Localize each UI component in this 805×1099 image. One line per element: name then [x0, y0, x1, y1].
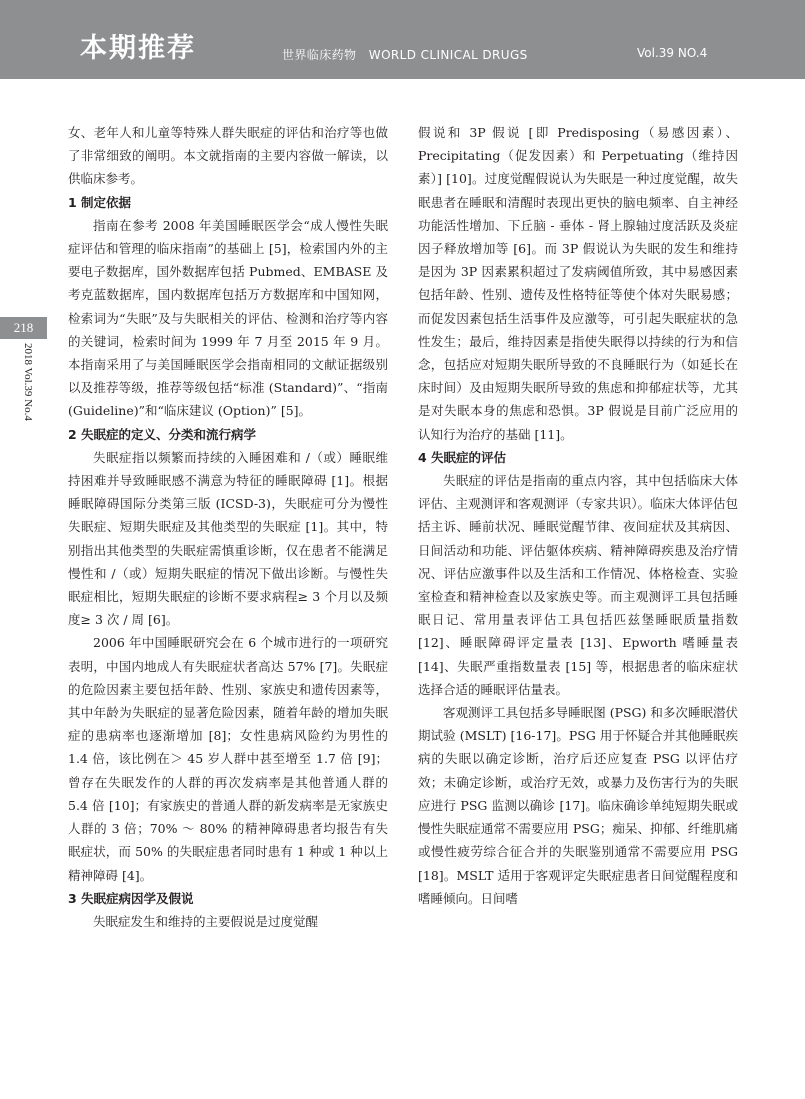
section-title: 本期推荐	[80, 33, 196, 64]
header-banner	[0, 0, 805, 79]
journal-name: 世界临床药物 WORLD CLINICAL DRUGS	[282, 48, 528, 62]
issue-label: Vol.39 NO.4	[637, 46, 708, 60]
section-heading: 3 失眠症病因学及假说	[68, 890, 194, 906]
side-issue-info: 2018 Vol.39 No.4	[22, 343, 34, 421]
page-number: 218	[0, 317, 47, 339]
paragraph: 失眠症发生和维持的主要假说是过度觉醒	[93, 913, 319, 929]
section-heading: 2 失眠症的定义、分类和流行病学	[68, 426, 257, 442]
paragraph: 指南在参考 2008 年美国睡眠医学会“成人慢性失眠症评估和管理的临床指南”的基础上 [5]，检索国内外的主要电子数据库，国外数据库包括 Pubmed、EMBASE 及考克蓝数据库，国内数据库包括万方数据库和中国知网，检索词为“失眠”及与失眠相关的评估、检测和治疗等内容的关键词，检索时间为 1999 年 7 月至 2015 年 9 月。本指南采用了与美国睡眠医学会指南相同的文献证据级别以及推荐等级，推荐等级包括“标准 (Standard)”、“指南 (Guideline)”和“临床建议 (Option)” [5]。	[68, 217, 388, 419]
paragraph: 失眠症指以频繁而持续的入睡困难和 /（或）睡眠维持困难并导致睡眠感不满意为特征的睡眠障碍 [1]。根据睡眠障碍国际分类第三版 (ICSD-3)，失眠症可分为慢性失眠症、短期失眠症及其他类型的失眠症 [1]。其中，特别指出其他类型的失眠症需慎重诊断，仅在患者不能满足慢性和 /（或）短期失眠症的情况下做出诊断。与慢性失眠症相比，短期失眠症的诊断不要求病程≥ 3 个月以及频度≥ 3 次 / 周 [6]。	[68, 449, 388, 628]
paragraph: 女、老年人和儿童等特殊人群失眠症的评估和治疗等也做了非常细致的阐明。本文就指南的主要内容做一解读，以供临床参考。	[68, 125, 388, 187]
paragraph: 假说和 3P 假说 [即 Predisposing（易感因素）、Precipitating（促发因素）和 Perpetuating（维持因素）] [10]。过度觉醒假说认为失眠是一种过度觉醒，故失眠患者在睡眠和清醒时表现出更快的脑电频率、自主神经功能活性增加、下丘脑 - 垂体 - 肾上腺轴过度活跃及炎症因子释放增加等 [6]。而 3P 假说认为失眠的发生和维持是因为 3P 因素累积超过了发病阈值所致，其中易感因素包括年龄、性别、遗传及性格特征等使个体对失眠易感；而促发因素包括生活事件及应激等，可引起失眠症状的急性发生；最后，维持因素是指使失眠得以持续的行为和信念，包括应对短期失眠所导致的不良睡眠行为（如延长在床时间）及由短期失眠所导致的焦虑和抑郁症状等，尤其是对失眠本身的焦虑和恐惧。3P 假说是目前广泛应用的认知行为治疗的基础 [11]。	[418, 125, 738, 442]
paragraph: 客观测评工具包括多导睡眠图 (PSG) 和多次睡眠潜伏期试验 (MSLT) [16-17]。PSG 用于怀疑合并其他睡眠疾病的失眠以确定诊断，治疗后还应复查 PSG 以评估疗效；未确定诊断，或治疗无效，或暴力及伤害行为的失眠应进行 PSG 监测以确诊 [17]。临床确诊单纯短期失眠或慢性失眠症通常不需要应用 PSG；痴呆、抑郁、纤维肌痛或慢性疲劳综合征合并的失眠鉴别通常不需要应用 PSG [18]。MSLT 适用于客观评定失眠症患者日间觉醒程度和嗜睡倾向。日间嗜	[418, 705, 738, 906]
paragraph: 失眠症的评估是指南的重点内容，其中包括临床大体评估、主观测评和客观测评（专家共识）。临床大体评估包括主诉、睡前状况、睡眠觉醒节律、夜间症状及其病因、日间活动和功能、评估躯体疾病、精神障碍疾患及治疗情况、评估应激事件以及生活和工作情况、体格检查、实验室检查和精神检查以及家族史等。而主观测评工具包括睡眠日记、常用量表评估工具包括匹兹堡睡眠质量指数 [12]、睡眠障碍评定量表 [13]、Epworth 嗜睡量表 [14]、失眠严重指数量表 [15] 等，根据患者的临床症状选择合适的睡眠评估量表。	[418, 473, 738, 697]
left-column	[68, 121, 388, 933]
right-column	[418, 121, 738, 910]
paragraph: 2006 年中国睡眠研究会在 6 个城市进行的一项研究表明，中国内地成人有失眠症状者高达 57% [7]。失眠症的危险因素主要包括年龄、性别、家族史和遗传因素等，其中年龄为失眠症的显著危险因素，随着年龄的增加失眠症的患病率也逐渐增加 [8]；女性患病风险约为男性的 1.4 倍，该比例在＞ 45 岁人群中甚至增至 1.7 倍 [9]；曾存在失眠发作的人群的再次发病率是其他普通人群的 5.4 倍 [10]；有家族史的普通人群的新发病率是无家族史人群的 3 倍；70% ～ 80% 的精神障碍患者均报告有失眠症状，而 50% 的失眠症患者同时患有 1 种或 1 种以上精神障碍 [4]。	[68, 635, 388, 883]
section-heading: 1 制定依据	[68, 194, 132, 210]
section-heading: 4 失眠症的评估	[418, 449, 507, 465]
